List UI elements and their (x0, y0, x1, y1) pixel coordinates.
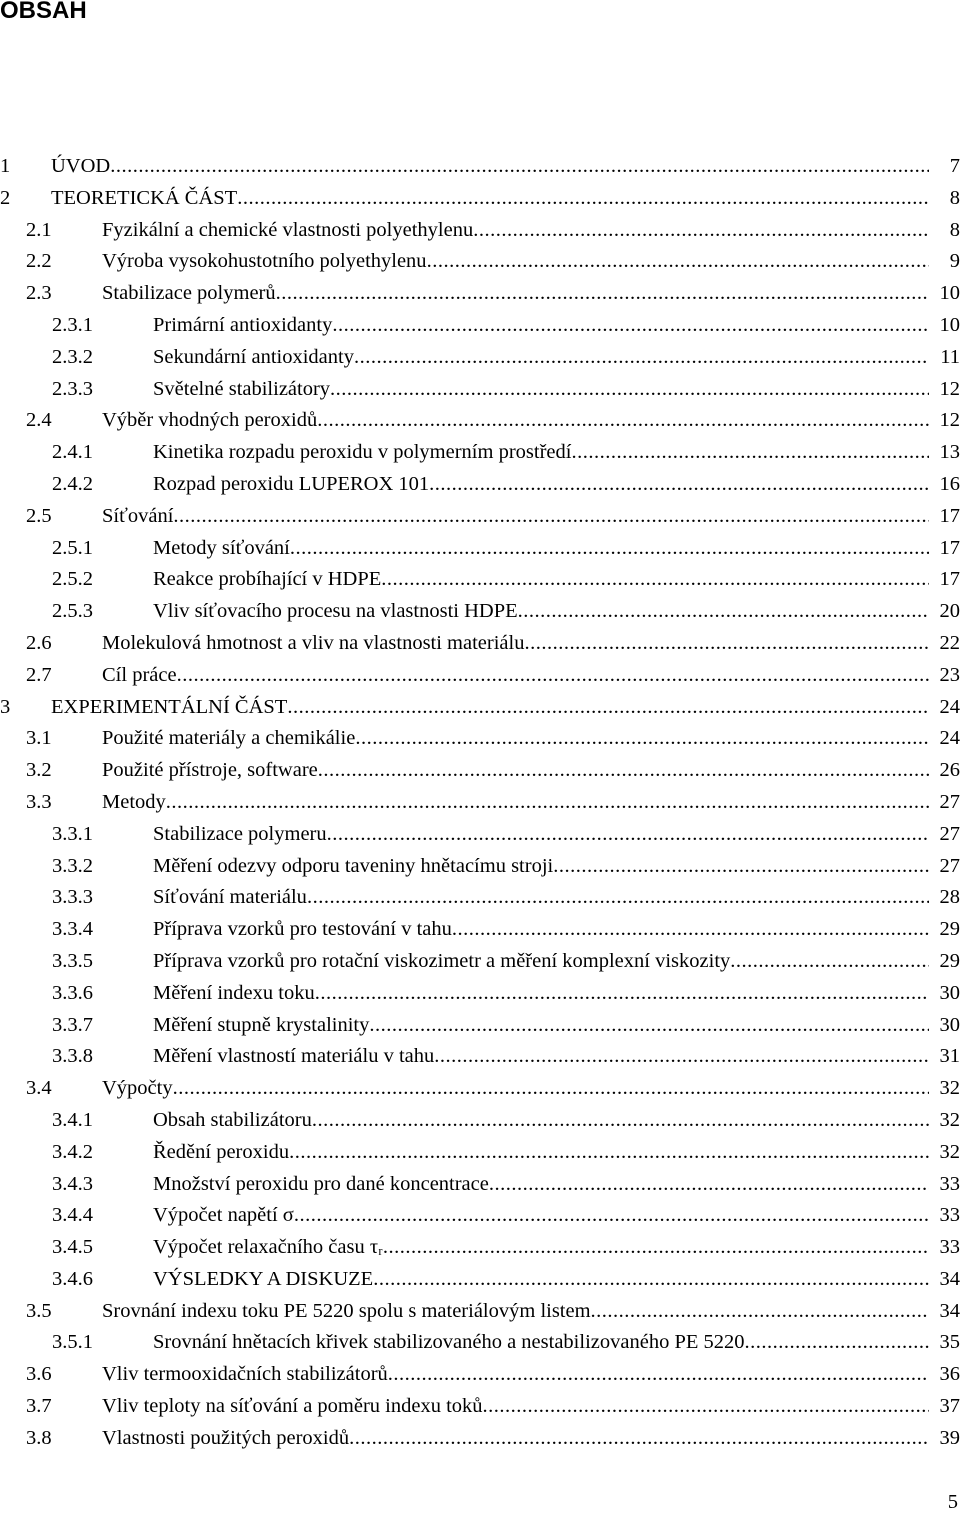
toc-entry-page: 33 (939, 1236, 960, 1259)
toc-entry-number: 3.4.6 (52, 1267, 93, 1290)
toc-entry-number: 2.3 (26, 282, 52, 305)
toc-entry-number: 2.3.3 (52, 377, 93, 400)
toc-entry-text (102, 1391, 929, 1423)
toc-dot-leader (381, 564, 929, 596)
toc-entry[interactable] (0, 1296, 960, 1328)
toc-entry[interactable] (0, 596, 960, 628)
toc-entry[interactable] (0, 501, 960, 533)
toc-dot-leader (294, 1200, 929, 1232)
toc-entry-text (153, 596, 929, 628)
toc-entry-text (153, 1200, 929, 1232)
toc-entry-label: Metody síťování (153, 533, 290, 565)
toc-entry-text (153, 1010, 929, 1042)
toc-entry-number: 3.6 (26, 1363, 52, 1386)
toc-entry-page: 34 (939, 1267, 960, 1290)
toc-entry-number: 2 (0, 186, 11, 209)
toc-entry-page: 28 (939, 886, 960, 909)
toc-entry[interactable] (0, 1200, 960, 1232)
toc-entry-number: 2.6 (26, 631, 52, 654)
toc-entry[interactable] (0, 692, 960, 724)
toc-entry[interactable] (0, 1232, 960, 1264)
toc-dot-leader (166, 787, 929, 819)
toc-dot-leader (591, 1296, 929, 1328)
toc-entry-number: 3.3.3 (52, 886, 93, 909)
toc-dot-leader (452, 914, 929, 946)
toc-dot-leader (317, 405, 929, 437)
toc-entry[interactable] (0, 310, 960, 342)
toc-entry[interactable] (0, 278, 960, 310)
toc-dot-leader (312, 1105, 929, 1137)
toc-dot-leader (276, 278, 929, 310)
toc-entry-page: 23 (939, 663, 960, 686)
toc-entry-number: 2.5.2 (52, 568, 93, 591)
toc-dot-leader (429, 469, 929, 501)
toc-entry-label: Stabilizace polymeru (153, 819, 327, 851)
toc-entry-text (153, 1264, 929, 1296)
toc-entry-page: 10 (939, 282, 960, 305)
toc-entry-text (153, 1041, 929, 1073)
toc-dot-leader (524, 628, 929, 660)
toc-entry[interactable] (0, 1423, 960, 1455)
toc-entry-text (102, 278, 929, 310)
toc-entry[interactable] (0, 628, 960, 660)
toc-entry-number: 3.3.8 (52, 1045, 93, 1068)
toc-entry-number: 3.3 (26, 790, 52, 813)
toc-entry-label: VÝSLEDKY A DISKUZE (153, 1264, 373, 1296)
toc-entry-number: 2.5.3 (52, 600, 93, 623)
toc-dot-leader (483, 1391, 929, 1423)
toc-dot-leader (290, 533, 929, 565)
toc-entry-page: 27 (939, 822, 960, 845)
toc-dot-leader (332, 310, 929, 342)
toc-entry-number: 3.7 (26, 1395, 52, 1418)
toc-entry[interactable] (0, 914, 960, 946)
toc-entry-text (102, 501, 929, 533)
toc-entry-label: Ředění peroxidu (153, 1137, 289, 1169)
toc-entry-text (51, 692, 929, 724)
toc-entry-label: Světelné stabilizátory (153, 374, 330, 406)
page-number: 5 (947, 1491, 958, 1513)
toc-entry-label: Obsah stabilizátoru (153, 1105, 312, 1137)
toc-entry-page: 35 (939, 1331, 960, 1354)
toc-entry[interactable] (0, 1359, 960, 1391)
toc-entry-label: Srovnání indexu toku PE 5220 spolu s materiálovým listem (102, 1296, 591, 1328)
toc-dot-leader (289, 1137, 929, 1169)
toc-entry-page: 34 (939, 1299, 960, 1322)
toc-entry-label: Síťování (102, 501, 173, 533)
toc-entry-page: 24 (939, 695, 960, 718)
toc-dot-leader (473, 215, 929, 247)
toc-entry-label: Srovnání hnětacích křivek stabilizovaného a nestabilizovaného PE 5220 (153, 1327, 745, 1359)
toc-dot-leader (177, 660, 929, 692)
toc-entry-page: 29 (939, 918, 960, 941)
toc-entry-page: 31 (939, 1045, 960, 1068)
toc-entry-page: 29 (939, 949, 960, 972)
toc-entry[interactable] (0, 151, 960, 183)
toc-entry-label: Použité materiály a chemikálie (102, 723, 355, 755)
toc-entry-number: 1 (0, 155, 11, 177)
toc-entry-text (153, 342, 929, 374)
toc-entry-text (153, 978, 929, 1010)
toc-entry-page: 8 (949, 218, 960, 241)
toc-entry-number: 3.1 (26, 727, 52, 750)
toc-dot-leader (571, 437, 929, 469)
toc-entry[interactable] (0, 723, 960, 755)
toc-entry-label: Reakce probíhající v HDPE (153, 564, 381, 596)
toc-entry-text (102, 660, 929, 692)
toc-entry-page: 9 (949, 250, 960, 273)
toc-entry-text (102, 1296, 929, 1328)
toc-entry-text (102, 215, 929, 247)
toc-entry[interactable] (0, 1264, 960, 1296)
toc-entry[interactable] (0, 755, 960, 787)
toc-entry-label: Síťování materiálu (153, 882, 307, 914)
toc-entry-page: 27 (939, 790, 960, 813)
toc-entry-number: 2.2 (26, 250, 52, 273)
toc-entry-number: 3.4 (26, 1077, 52, 1100)
toc-entry-number: 2.1 (26, 218, 52, 241)
toc-entry-page: 12 (939, 377, 960, 400)
toc-entry[interactable] (0, 405, 960, 437)
toc-entry-text (153, 310, 929, 342)
toc-entry-page: 36 (939, 1363, 960, 1386)
toc-entry-text (153, 882, 929, 914)
toc-entry-number: 2.5 (26, 504, 52, 527)
toc-dot-leader (237, 183, 929, 215)
toc-entry-number: 3.8 (26, 1426, 52, 1449)
toc-entry-page: 16 (939, 472, 960, 495)
toc-entry-page: 37 (939, 1395, 960, 1418)
toc-entry-page: 12 (939, 409, 960, 432)
toc-entry-page: 32 (939, 1108, 960, 1131)
toc-entry-text (102, 787, 929, 819)
toc-entry[interactable] (0, 564, 960, 596)
toc-entry-label: Stabilizace polymerů (102, 278, 276, 310)
toc-entry-page: 27 (939, 854, 960, 877)
toc-entry-page: 17 (939, 536, 960, 559)
toc-entry-number: 3.3.7 (52, 1013, 93, 1036)
toc-entry[interactable] (0, 1169, 960, 1201)
toc-entry-text (153, 1327, 929, 1359)
toc-entry-label: Měření odezvy odporu taveniny hnětacímu stroji (153, 851, 553, 883)
toc-entry[interactable] (0, 469, 960, 501)
toc-entry[interactable] (0, 533, 960, 565)
toc-entry-label: ÚVOD (51, 151, 110, 183)
toc-entry-text (102, 1359, 929, 1391)
toc-entry-label: Vliv síťovacího procesu na vlastnosti HDPE (153, 596, 518, 628)
toc-entry-page: 33 (939, 1204, 960, 1227)
toc-entry-page: 10 (939, 313, 960, 336)
toc-dot-leader (355, 723, 929, 755)
toc-entry-page: 33 (939, 1172, 960, 1195)
toc-dot-leader (369, 1010, 929, 1042)
toc-entry-number: 3.4.4 (52, 1204, 93, 1227)
toc-entry-page: 17 (939, 568, 960, 591)
toc-entry[interactable] (0, 1327, 960, 1359)
toc-entry-label: Výroba vysokohustotního polyethylenu (102, 246, 427, 278)
toc-dot-leader (173, 1073, 929, 1105)
toc-entry-text (153, 819, 929, 851)
toc-entry-page: 24 (939, 727, 960, 750)
toc-entry-number: 2.7 (26, 663, 52, 686)
toc-entry-number: 3.5 (26, 1299, 52, 1322)
toc-entry-text (153, 469, 929, 501)
toc-dot-leader (730, 946, 929, 978)
toc-entry-label: Molekulová hmotnost a vliv na vlastnosti materiálu (102, 628, 524, 660)
toc-entry-text (153, 437, 929, 469)
toc-entry-label: Výpočet relaxačního času τᵣ (153, 1232, 383, 1264)
toc-entry-page: 30 (939, 1013, 960, 1036)
toc-entry-label: Měření stupně krystalinity (153, 1010, 369, 1042)
toc-entry-number: 2.3.1 (52, 313, 93, 336)
toc-entry-label: Příprava vzorků pro testování v tahu (153, 914, 452, 946)
toc-entry-page: 22 (939, 631, 960, 654)
toc-entry[interactable] (0, 787, 960, 819)
toc-entry-page: 30 (939, 981, 960, 1004)
toc-entry-text (153, 374, 929, 406)
toc-entry-number: 3.3.4 (52, 918, 93, 941)
toc-entry-label: Příprava vzorků pro rotační viskozimetr a měření komplexní viskozity (153, 946, 730, 978)
toc-entry-text (153, 533, 929, 565)
toc-entry-number: 3 (0, 695, 11, 718)
toc-dot-leader (110, 151, 929, 183)
toc-entry-label: Výpočet napětí σ (153, 1200, 294, 1232)
toc-entry-label: Vlastnosti použitých peroxidů (102, 1423, 349, 1455)
toc-entry[interactable] (0, 946, 960, 978)
toc-dot-leader (434, 1041, 929, 1073)
toc-entry-number: 2.3.2 (52, 345, 93, 368)
toc-entry-text (153, 564, 929, 596)
toc-entry-number: 2.5.1 (52, 536, 93, 559)
toc-entry-label: Použité přístroje, software (102, 755, 318, 787)
toc-entry-text (153, 946, 929, 978)
toc-dot-leader (315, 978, 929, 1010)
toc-entry[interactable] (0, 1041, 960, 1073)
toc-dot-leader (287, 692, 929, 724)
toc-entry[interactable] (0, 851, 960, 883)
toc-entry-number: 3.4.2 (52, 1140, 93, 1163)
toc-entry-number: 3.3.2 (52, 854, 93, 877)
page-title: OBSAH (0, 0, 87, 24)
toc-entry[interactable] (0, 1010, 960, 1042)
toc-dot-leader (354, 342, 929, 374)
toc-entry-label: Výběr vhodných peroxidů (102, 405, 317, 437)
toc-entry-text (153, 1137, 929, 1169)
toc-entry-number: 2.4.1 (52, 441, 93, 464)
toc-entry-text (102, 1423, 929, 1455)
toc-entry-page: 8 (949, 186, 960, 209)
toc-entry-text (153, 1169, 929, 1201)
toc-dot-leader (427, 246, 929, 278)
toc-dot-leader (307, 882, 929, 914)
toc-entry-text (102, 628, 929, 660)
toc-entry-label: Měření vlastností materiálu v tahu (153, 1041, 434, 1073)
toc-entry[interactable] (0, 978, 960, 1010)
toc-entry-label: EXPERIMENTÁLNÍ ČÁST (51, 692, 287, 724)
toc-entry-number: 3.5.1 (52, 1331, 93, 1354)
toc-entry[interactable] (0, 437, 960, 469)
toc-dot-leader (553, 851, 929, 883)
toc-entry-number: 3.4.3 (52, 1172, 93, 1195)
toc-dot-leader (388, 1359, 929, 1391)
toc-dot-leader (383, 1232, 929, 1264)
toc-entry-text (102, 723, 929, 755)
toc-entry-text (102, 1073, 929, 1105)
toc-dot-leader (318, 755, 929, 787)
toc-entry-number: 2.4.2 (52, 472, 93, 495)
toc-entry-page: 11 (940, 345, 960, 368)
toc-entry-page: 17 (939, 504, 960, 527)
toc-dot-leader (489, 1169, 929, 1201)
toc-entry-page: 26 (939, 759, 960, 782)
toc-entry-page: 32 (939, 1140, 960, 1163)
toc-entry-text (153, 851, 929, 883)
toc-dot-leader (745, 1327, 930, 1359)
toc-entry-page: 20 (939, 600, 960, 623)
toc-dot-leader (373, 1264, 929, 1296)
toc-entry-text (153, 914, 929, 946)
toc-entry-label: Sekundární antioxidanty (153, 342, 354, 374)
toc-dot-leader (330, 374, 929, 406)
toc-entry[interactable] (0, 342, 960, 374)
toc-entry[interactable] (0, 819, 960, 851)
toc-entry-label: TEORETICKÁ ČÁST (51, 183, 237, 215)
toc-entry-label: Množství peroxidu pro dané koncentrace (153, 1169, 489, 1201)
toc-entry-text (153, 1232, 929, 1264)
toc-entry-label: Kinetika rozpadu peroxidu v polymerním prostředí (153, 437, 571, 469)
toc-entry[interactable] (0, 1391, 960, 1423)
toc-entry-number: 3.3.5 (52, 949, 93, 972)
toc-entry-number: 2.4 (26, 409, 52, 432)
toc-entry[interactable] (0, 246, 960, 278)
toc-entry-label: Měření indexu toku (153, 978, 315, 1010)
toc-entry-number: 3.4.5 (52, 1236, 93, 1259)
toc-entry-number: 3.2 (26, 759, 52, 782)
toc-dot-leader (173, 501, 929, 533)
toc-entry[interactable] (0, 374, 960, 406)
toc-entry-text (153, 1105, 929, 1137)
toc-entry-number: 3.3.6 (52, 981, 93, 1004)
toc-entry-label: Vliv termooxidačních stabilizátorů (102, 1359, 388, 1391)
toc-entry-number: 3.4.1 (52, 1108, 93, 1131)
toc-entry[interactable] (0, 1137, 960, 1169)
toc-entry[interactable] (0, 1105, 960, 1137)
table-of-contents (0, 151, 960, 1455)
toc-entry-label: Rozpad peroxidu LUPEROX 101 (153, 469, 429, 501)
toc-dot-leader (327, 819, 929, 851)
toc-entry-page: 7 (949, 155, 960, 177)
toc-dot-leader (349, 1423, 929, 1455)
toc-entry[interactable] (0, 1073, 960, 1105)
toc-entry[interactable] (0, 183, 960, 215)
toc-entry-text (102, 246, 929, 278)
toc-entry-label: Výpočty (102, 1073, 173, 1105)
toc-entry[interactable] (0, 660, 960, 692)
toc-entry[interactable] (0, 882, 960, 914)
toc-entry-label: Vliv teploty na síťování a poměru indexu toků (102, 1391, 483, 1423)
toc-entry-page: 32 (939, 1077, 960, 1100)
toc-entry[interactable] (0, 215, 960, 247)
toc-entry-label: Fyzikální a chemické vlastnosti polyethylenu (102, 215, 473, 247)
toc-entry-text (102, 755, 929, 787)
toc-entry-text (102, 405, 929, 437)
toc-entry-label: Primární antioxidanty (153, 310, 332, 342)
toc-entry-page: 13 (939, 441, 960, 464)
toc-entry-text (51, 151, 929, 183)
toc-entry-label: Metody (102, 787, 166, 819)
toc-entry-page: 39 (939, 1426, 960, 1449)
toc-entry-label: Cíl práce (102, 660, 177, 692)
toc-entry-text (51, 183, 929, 215)
toc-entry-number: 3.3.1 (52, 822, 93, 845)
toc-dot-leader (518, 596, 929, 628)
